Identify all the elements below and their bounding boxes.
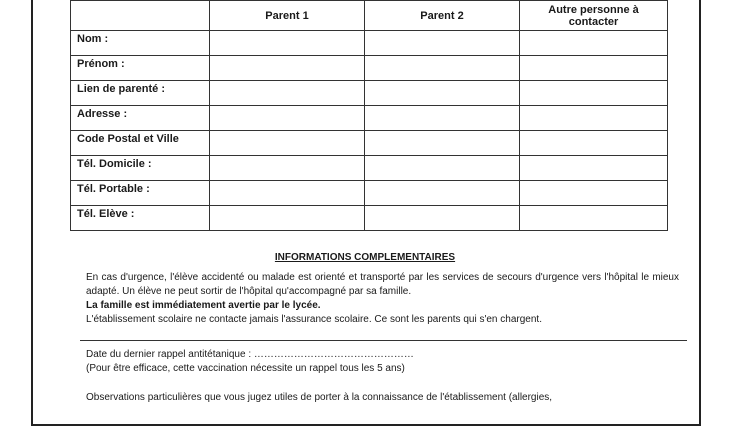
table-row	[71, 56, 668, 81]
parent-2-cell[interactable]	[365, 106, 520, 131]
row-label: Code Postal et Ville	[71, 131, 210, 156]
table-header-row	[71, 1, 668, 31]
other-contact-cell[interactable]	[520, 181, 668, 206]
table-row	[71, 81, 668, 106]
parent-1-cell[interactable]	[210, 181, 365, 206]
other-contact-cell[interactable]	[520, 156, 668, 181]
parent-1-cell[interactable]	[210, 81, 365, 106]
row-label: Prénom :	[71, 56, 210, 81]
other-contact-cell[interactable]	[520, 56, 668, 81]
other-contact-cell[interactable]	[520, 206, 668, 231]
other-contact-cell[interactable]	[520, 106, 668, 131]
row-label: Nom :	[71, 31, 210, 56]
parent-1-cell[interactable]	[210, 56, 365, 81]
parent-1-cell[interactable]	[210, 156, 365, 181]
other-contact-cell[interactable]	[520, 81, 668, 106]
table-row	[71, 106, 668, 131]
parent-2-cell[interactable]	[365, 131, 520, 156]
header-other-line1: Autre personne à	[548, 3, 639, 16]
other-contact-cell[interactable]	[520, 31, 668, 56]
row-label: Tél. Domicile :	[71, 156, 210, 181]
table-row	[71, 181, 668, 206]
table-row	[71, 131, 668, 156]
parent-1-cell[interactable]	[210, 106, 365, 131]
header-parent-2: Parent 2	[365, 1, 520, 31]
parent-1-cell[interactable]	[210, 131, 365, 156]
observations-text: Observations particulières que vous jugez utiles de porter à la connaissance de l'établissement (allergies,	[86, 392, 553, 403]
row-label: Lien de parenté :	[71, 81, 210, 106]
parent-2-cell[interactable]	[365, 206, 520, 231]
tetanus-date-field[interactable]: …………………………………………	[253, 349, 414, 360]
parent-1-cell[interactable]	[210, 206, 365, 231]
tetanus-section	[86, 348, 679, 376]
contacts-table	[70, 0, 668, 231]
parent-2-cell[interactable]	[365, 181, 520, 206]
header-other-contact	[520, 1, 668, 31]
row-label: Tél. Elève :	[71, 206, 210, 231]
parent-1-cell[interactable]	[210, 31, 365, 56]
parent-2-cell[interactable]	[365, 56, 520, 81]
info-line-2: La famille est immédiatement avertie par le lycée.	[86, 300, 321, 311]
parent-2-cell[interactable]	[365, 81, 520, 106]
tetanus-label: Date du dernier rappel antitétanique :	[86, 349, 252, 360]
table-row	[71, 156, 668, 181]
other-contact-cell[interactable]	[520, 131, 668, 156]
header-other-line2: contacter	[568, 15, 619, 28]
info-line-1: En cas d'urgence, l'élève accidenté ou malade est orienté et transporté par les services de secours d'urgence vers l'hôpital le mieux adapté. Un élève ne peut sortir de l'hôpital qu'accompagné par sa famille.	[86, 272, 679, 297]
tetanus-note: (Pour être efficace, cette vaccination nécessite un rappel tous les 5 ans)	[86, 363, 405, 374]
info-paragraph	[86, 271, 679, 327]
table-row	[71, 31, 668, 56]
header-empty-cell	[71, 1, 210, 31]
divider	[80, 340, 687, 341]
row-label: Tél. Portable :	[71, 181, 210, 206]
table-row	[71, 206, 668, 231]
header-parent-1: Parent 1	[210, 1, 365, 31]
section-title: INFORMATIONS COMPLEMENTAIRES	[274, 252, 456, 263]
info-line-3: L'établissement scolaire ne contacte jamais l'assurance scolaire. Ce sont les parents qui s'en chargent.	[86, 314, 542, 325]
parent-2-cell[interactable]	[365, 156, 520, 181]
parent-2-cell[interactable]	[365, 31, 520, 56]
row-label: Adresse :	[71, 106, 210, 131]
